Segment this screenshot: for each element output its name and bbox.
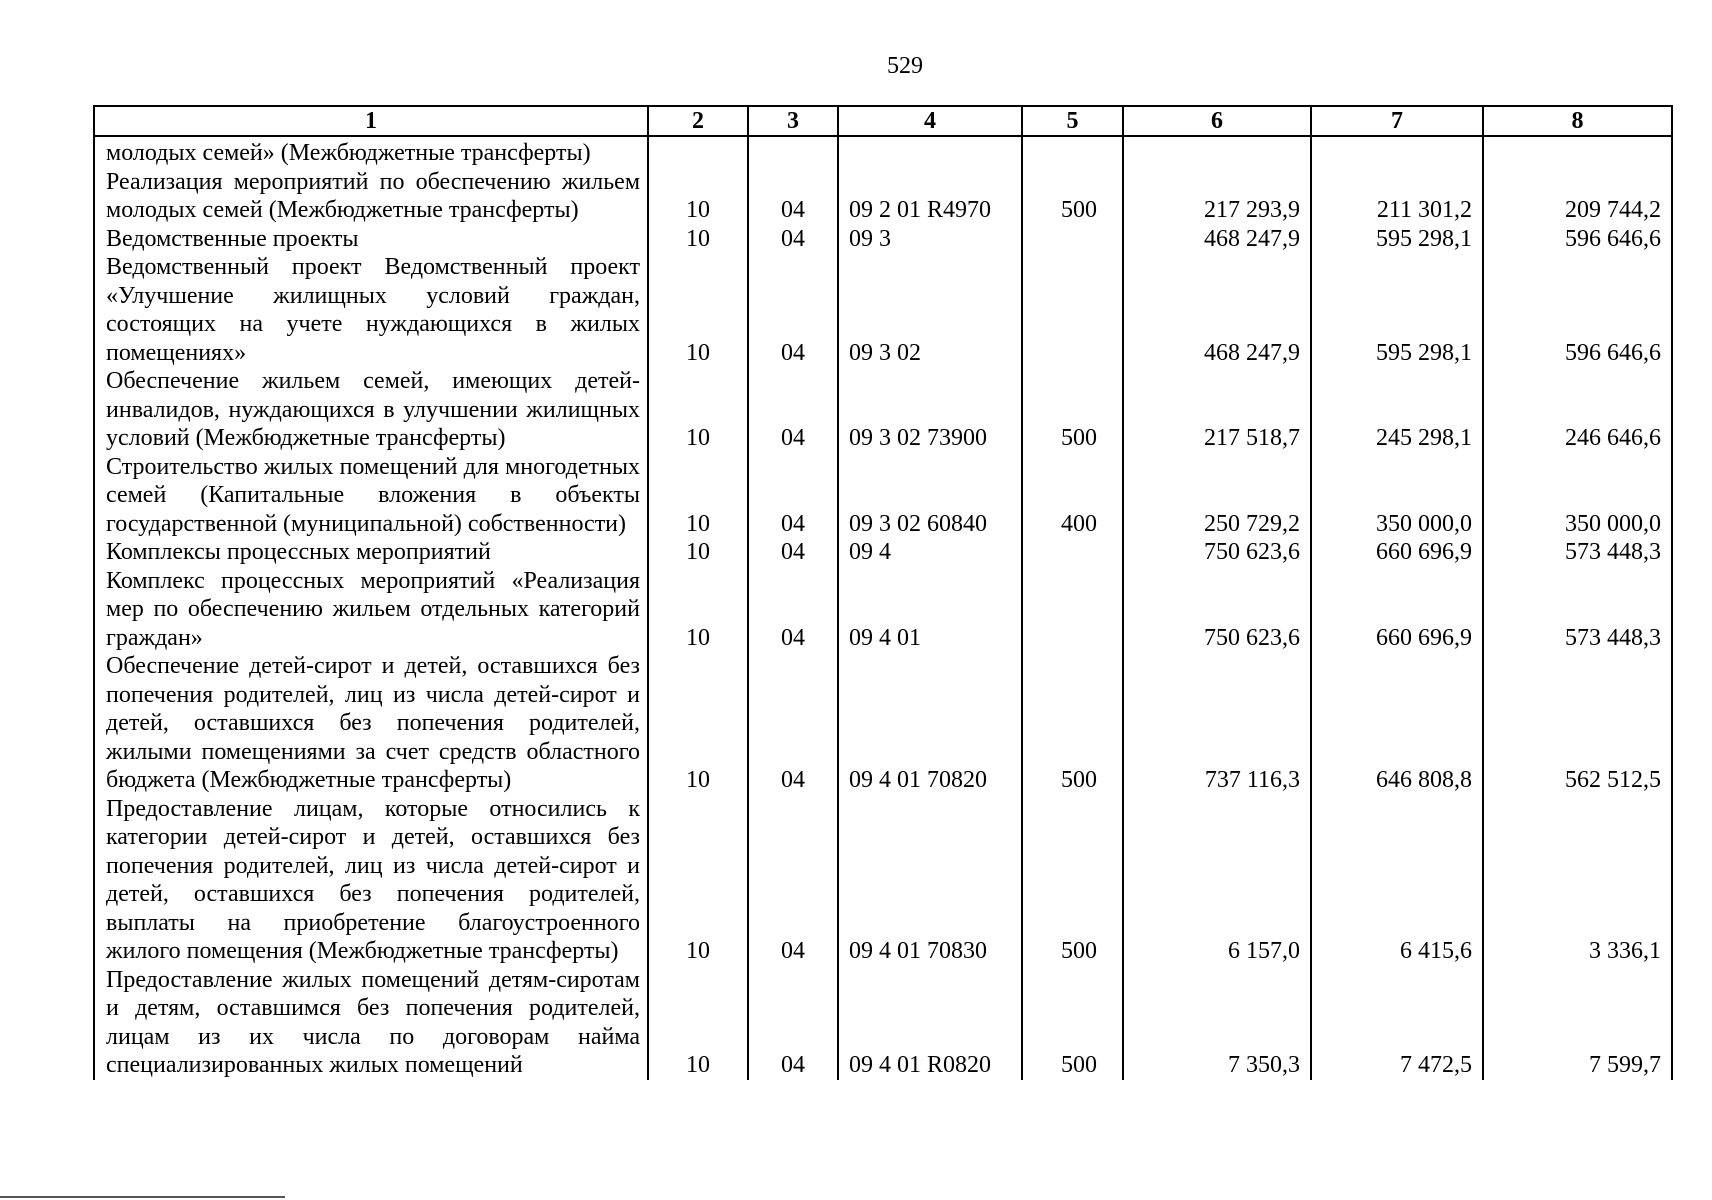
section-cell: 10 (648, 225, 748, 254)
expense-type-cell: 500 (1022, 168, 1123, 225)
subsection-cell: 04 (748, 168, 838, 225)
value-col7-cell: 595 298,1 (1311, 253, 1483, 367)
target-article-cell: 09 3 02 (838, 253, 1022, 367)
target-article-cell: 09 4 01 (838, 567, 1022, 653)
row-name-cell: Комплекс процессных мероприятий «Реализация мер по обеспечению жильем отдельных категорий граждан» (94, 567, 648, 653)
header-cell-2: 2 (648, 106, 748, 136)
subsection-cell: 04 (748, 538, 838, 567)
table-row (94, 966, 1672, 1080)
value-col8-cell: 3 336,1 (1483, 795, 1672, 966)
value-col6-cell: 250 729,2 (1123, 453, 1311, 539)
table-body (94, 136, 1672, 1080)
target-article-cell: 09 3 02 60840 (838, 453, 1022, 539)
section-cell: 10 (648, 253, 748, 367)
section-cell: 10 (648, 795, 748, 966)
table-row (94, 168, 1672, 225)
value-col7-cell: 660 696,9 (1311, 538, 1483, 567)
target-article-cell: 09 4 (838, 538, 1022, 567)
value-col8-cell: 246 646,6 (1483, 367, 1672, 453)
subsection-cell: 04 (748, 652, 838, 795)
value-col8-cell: 350 000,0 (1483, 453, 1672, 539)
expense-type-cell (1022, 225, 1123, 254)
row-name-cell: Ведомственный проект Ведомственный проект «Улучшение жилищных условий граждан, состоящих на учете нуждающихся в жилых помещениях» (94, 253, 648, 367)
header-cell-7: 7 (1311, 106, 1483, 136)
value-col8-cell: 573 448,3 (1483, 538, 1672, 567)
value-col8-cell: 7 599,7 (1483, 966, 1672, 1080)
value-col7-cell: 350 000,0 (1311, 453, 1483, 539)
value-col8-cell: 573 448,3 (1483, 567, 1672, 653)
header-row (94, 106, 1672, 136)
row-name-cell: Ведомственные проекты (94, 225, 648, 254)
value-col6-cell: 468 247,9 (1123, 253, 1311, 367)
subsection-cell: 04 (748, 367, 838, 453)
table-row (94, 795, 1672, 966)
section-cell: 10 (648, 567, 748, 653)
header-cell-5: 5 (1022, 106, 1123, 136)
expense-type-cell: 500 (1022, 367, 1123, 453)
table-row (94, 652, 1672, 795)
value-col6-cell: 6 157,0 (1123, 795, 1311, 966)
section-cell: 10 (648, 966, 748, 1080)
target-article-cell: 09 4 01 70830 (838, 795, 1022, 966)
target-article-cell: 09 3 (838, 225, 1022, 254)
subsection-cell (748, 136, 838, 168)
value-col7-cell: 245 298,1 (1311, 367, 1483, 453)
target-article-cell: 09 2 01 R4970 (838, 168, 1022, 225)
budget-table (93, 105, 1673, 1080)
expense-type-cell (1022, 253, 1123, 367)
expense-type-cell (1022, 567, 1123, 653)
table-row (94, 538, 1672, 567)
header-cell-3: 3 (748, 106, 838, 136)
expense-type-cell (1022, 538, 1123, 567)
row-name-cell: Предоставление лицам, которые относились к категории детей-сирот и детей, оставшихся без попечения родителей, лиц из числа детей-сирот и детей, оставшихся без попечения родителей, выплаты на приобретение благоустроенного жилого помещения (Межбюджетные трансферты) (94, 795, 648, 966)
value-col6-cell: 7 350,3 (1123, 966, 1311, 1080)
expense-type-cell: 500 (1022, 795, 1123, 966)
value-col7-cell (1311, 136, 1483, 168)
value-col8-cell: 596 646,6 (1483, 225, 1672, 254)
section-cell: 10 (648, 453, 748, 539)
header-cell-4: 4 (838, 106, 1022, 136)
value-col8-cell: 209 744,2 (1483, 168, 1672, 225)
section-cell (648, 136, 748, 168)
value-col6-cell: 468 247,9 (1123, 225, 1311, 254)
row-name-cell: Предоставление жилых помещений детям-сиротам и детям, оставшимся без попечения родителей, лицам из их числа по договорам найма специализированных жилых помещений (94, 966, 648, 1080)
row-name-cell: Строительство жилых помещений для многодетных семей (Капитальные вложения в объекты государственной (муниципальной) собственности) (94, 453, 648, 539)
row-name-cell: молодых семей» (Межбюджетные трансферты) (94, 136, 648, 168)
page-number: 529 (887, 53, 923, 79)
header-cell-6: 6 (1123, 106, 1311, 136)
subsection-cell: 04 (748, 453, 838, 539)
value-col7-cell: 6 415,6 (1311, 795, 1483, 966)
value-col7-cell: 646 808,8 (1311, 652, 1483, 795)
table-row (94, 367, 1672, 453)
page-bottom-rule (0, 1196, 285, 1198)
table-row (94, 253, 1672, 367)
value-col8-cell: 596 646,6 (1483, 253, 1672, 367)
value-col6-cell: 217 293,9 (1123, 168, 1311, 225)
value-col6-cell: 217 518,7 (1123, 367, 1311, 453)
section-cell: 10 (648, 168, 748, 225)
row-name-cell: Комплексы процессных мероприятий (94, 538, 648, 567)
subsection-cell: 04 (748, 567, 838, 653)
target-article-cell: 09 4 01 R0820 (838, 966, 1022, 1080)
value-col7-cell: 660 696,9 (1311, 567, 1483, 653)
row-name-cell: Обеспечение жильем семей, имеющих детей-инвалидов, нуждающихся в улучшении жилищных условий (Межбюджетные трансферты) (94, 367, 648, 453)
value-col7-cell: 7 472,5 (1311, 966, 1483, 1080)
expense-type-cell: 500 (1022, 966, 1123, 1080)
value-col6-cell: 750 623,6 (1123, 567, 1311, 653)
table-row (94, 225, 1672, 254)
value-col8-cell (1483, 136, 1672, 168)
target-article-cell: 09 3 02 73900 (838, 367, 1022, 453)
table-row (94, 567, 1672, 653)
value-col7-cell: 211 301,2 (1311, 168, 1483, 225)
subsection-cell: 04 (748, 253, 838, 367)
value-col8-cell: 562 512,5 (1483, 652, 1672, 795)
target-article-cell (838, 136, 1022, 168)
section-cell: 10 (648, 367, 748, 453)
expense-type-cell: 400 (1022, 453, 1123, 539)
section-cell: 10 (648, 652, 748, 795)
subsection-cell: 04 (748, 795, 838, 966)
table-header (94, 106, 1672, 136)
subsection-cell: 04 (748, 225, 838, 254)
header-cell-8: 8 (1483, 106, 1672, 136)
expense-type-cell (1022, 136, 1123, 168)
value-col7-cell: 595 298,1 (1311, 225, 1483, 254)
section-cell: 10 (648, 538, 748, 567)
value-col6-cell: 750 623,6 (1123, 538, 1311, 567)
table-row (94, 136, 1672, 168)
row-name-cell: Обеспечение детей-сирот и детей, оставшихся без попечения родителей, лиц из числа детей-сирот и детей, оставшихся без попечения родителей, жилыми помещениями за счет средств областного бюджета (Межбюджетные трансферты) (94, 652, 648, 795)
value-col6-cell: 737 116,3 (1123, 652, 1311, 795)
row-name-cell: Реализация мероприятий по обеспечению жильем молодых семей (Межбюджетные трансферты) (94, 168, 648, 225)
subsection-cell: 04 (748, 966, 838, 1080)
expense-type-cell: 500 (1022, 652, 1123, 795)
table-row (94, 453, 1672, 539)
value-col6-cell (1123, 136, 1311, 168)
header-cell-1: 1 (94, 106, 648, 136)
target-article-cell: 09 4 01 70820 (838, 652, 1022, 795)
